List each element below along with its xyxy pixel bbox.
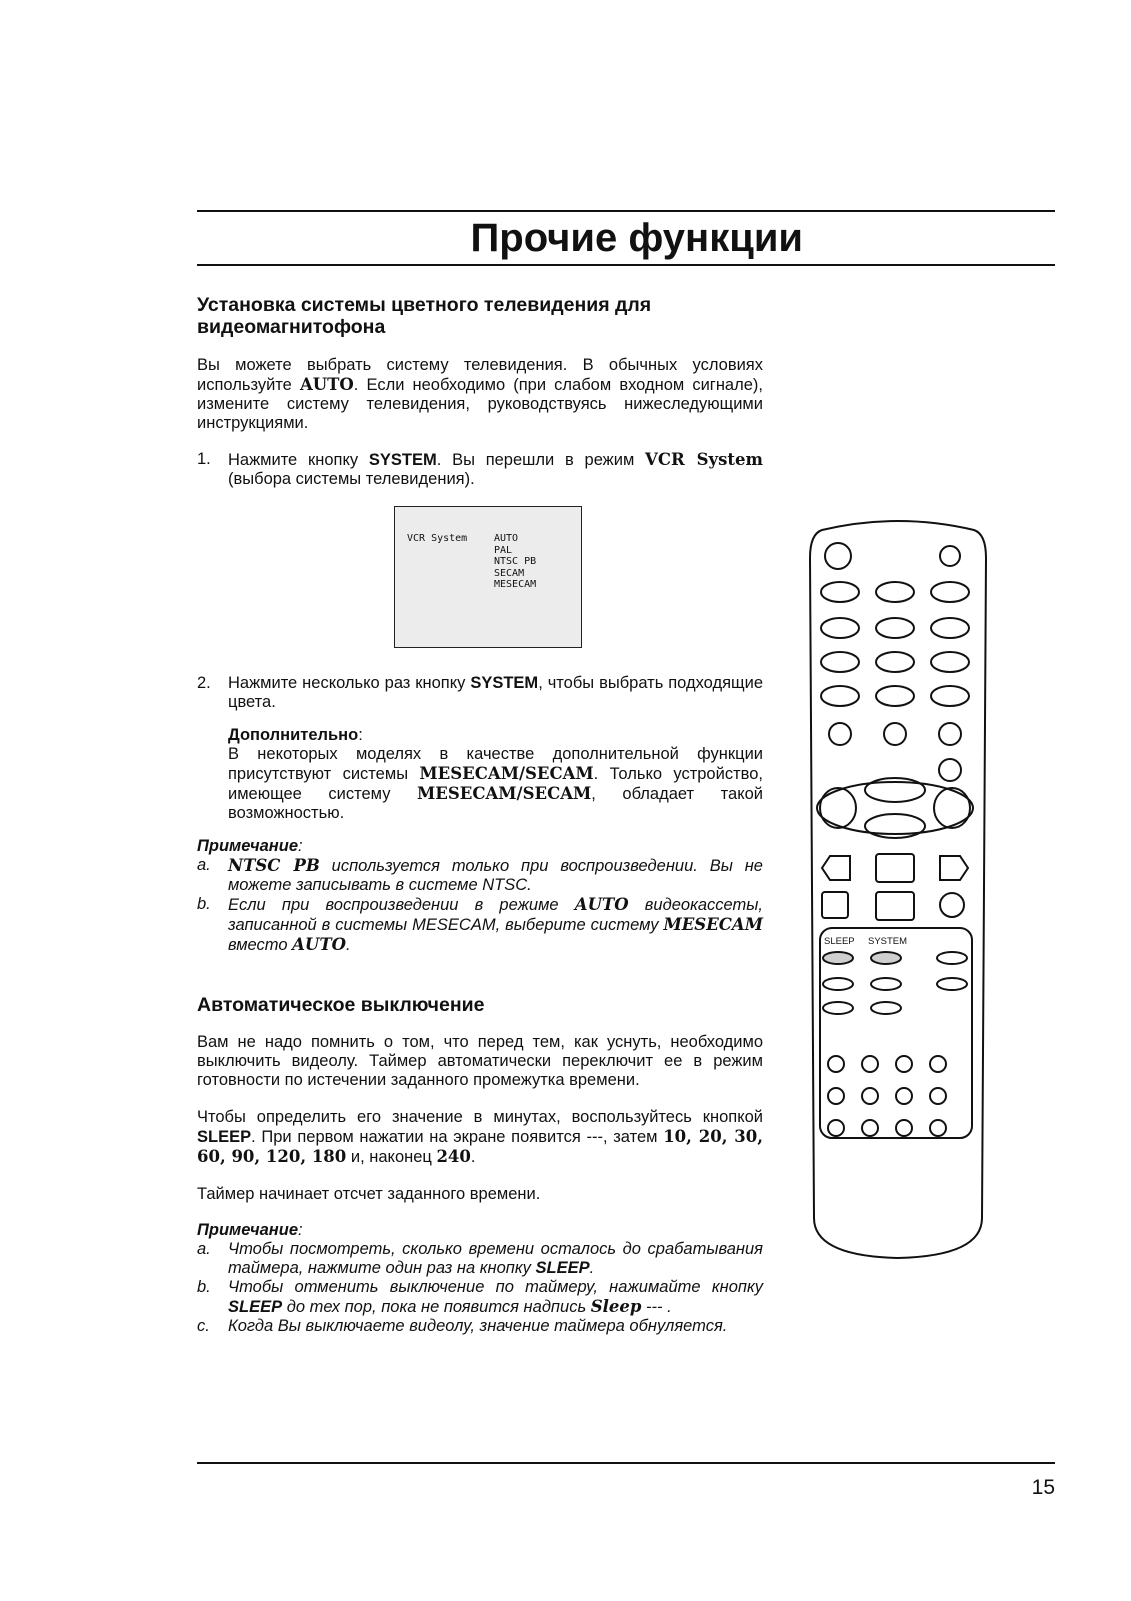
osd-screen: [394, 506, 582, 648]
power-button: [825, 543, 851, 569]
step-1: 1. Нажмите кнопку SYSTEM. Вы перешли в режим VCR System (выбора системы телевидения).: [197, 450, 763, 488]
oval-button-grid: [821, 582, 969, 706]
section-heading-color-system: Установка системы цветного телевидения для видеомагнитофона: [197, 294, 652, 338]
note-item: a. NTSC PB используется только при воспроизведении. Вы не можете записывать в системе NTSC.: [197, 856, 763, 894]
osd-option: PAL: [494, 544, 513, 556]
sleep-label: SLEEP: [824, 936, 855, 947]
note-item: c. Когда Вы выключаете видеолу, значение таймера обнуляется.: [197, 1317, 728, 1335]
page-number: 15: [1031, 1476, 1055, 1499]
section-heading-auto-off: Автоматическое выключение: [197, 994, 485, 1016]
section-auto-off: [197, 994, 763, 1336]
intro-paragraph: Вы можете выбрать систему телевидения. В обычных условиях используйте AUTO. Если необходимо (при слабом входном сигнале), измените систему телевидения, руководствуясь нижеследующими инструкциями.: [197, 356, 763, 432]
auto-off-paragraph: Вам не надо помнить о том, что перед тем, как уснуть, необходимо выключить видеолу. Таймер автоматически переключит ее в режим готовности по истечении заданного промежутка времени.: [197, 1033, 763, 1089]
navigation-pad: [817, 778, 973, 838]
note-block-1: Примечание: a. NTSC PB используется только при воспроизведении. Вы не можете записывать в системе NTSC. b. Если при воспроизведении в режиме AUTO видеокассеты, записанной в системы MESECAM, выберите систему MESECAM вместо AUTO.: [197, 837, 763, 954]
note-title: Примечание: [197, 1221, 299, 1239]
osd-option: NTSC PB: [494, 556, 537, 567]
eject-button: [940, 546, 960, 566]
osd-label: VCR System: [407, 533, 468, 544]
section-color-system: [197, 294, 763, 489]
note-item: b. Если при воспроизведении в режиме AUTO видеокассеты, записанной в системы MESECAM, выберите систему MESECAM вместо AUTO.: [197, 895, 763, 954]
additional-text: В некоторых моделях в качестве дополнительной функции присутствуют системы MESECAM/SECAM. Только устройство, имеющее систему MESECAM/SECAM, обладает такой возможностью.: [228, 745, 763, 822]
title-rule-top: [197, 210, 1055, 212]
system-button: [871, 952, 901, 964]
sleep-button: [823, 952, 853, 964]
note-block-2: Примечание: a. Чтобы посмотреть, сколько времени осталось до срабатывания таймера, нажмите один раз на кнопку SLEEP. b. Чтобы отменить выключение по таймеру, нажимайте кнопку SLEEP до тех пор, пока не появится надпись Sleep --- . c. Когда Вы выключаете видеолу, значение таймера обнуляется.: [197, 1221, 763, 1335]
number-buttons: [828, 1056, 946, 1136]
timer-paragraph: Таймер начинает отсчет заданного времени.: [197, 1185, 541, 1203]
additional-label: Дополнительно: [228, 726, 359, 744]
step-2: 2. Нажмите несколько раз кнопку SYSTEM, чтобы выбрать подходящие цвета.: [197, 674, 763, 711]
remote-body: [810, 521, 986, 1258]
sleep-values-paragraph: Чтобы определить его значение в минутах, воспользуйтесь кнопкой SLEEP. При первом нажатии на экране появится ---, затем 10, 20, 30, 60, 90, 120, 180 и, наконец 240.: [197, 1108, 764, 1166]
osd-option: MESECAM: [494, 579, 537, 590]
note-item: a. Чтобы посмотреть, сколько времени осталось до срабатывания таймера, нажмите один раз на кнопку SLEEP.: [197, 1240, 763, 1277]
note-title: Примечание: [197, 837, 299, 855]
osd-option: SECAM: [494, 567, 525, 579]
osd-option: AUTO: [494, 533, 519, 544]
remote-control-illustration: [800, 518, 996, 1262]
title-rule-bottom: [197, 264, 1055, 266]
system-label: SYSTEM: [868, 936, 908, 947]
osd-options: [494, 533, 536, 591]
footer-rule: [197, 1462, 1055, 1464]
page-title: Прочие функции: [470, 216, 803, 260]
section-color-system-cont: [197, 674, 763, 955]
note-item: b. Чтобы отменить выключение по таймеру, нажимайте кнопку SLEEP до тех пор, пока не появится надпись Sleep --- .: [197, 1278, 763, 1316]
additional-block: Дополнительно: В некоторых моделях в качестве дополнительной функции присутствуют системы MESECAM/SECAM. Только устройство, имеющее систему MESECAM/SECAM, обладает такой возможностью.: [228, 726, 763, 822]
